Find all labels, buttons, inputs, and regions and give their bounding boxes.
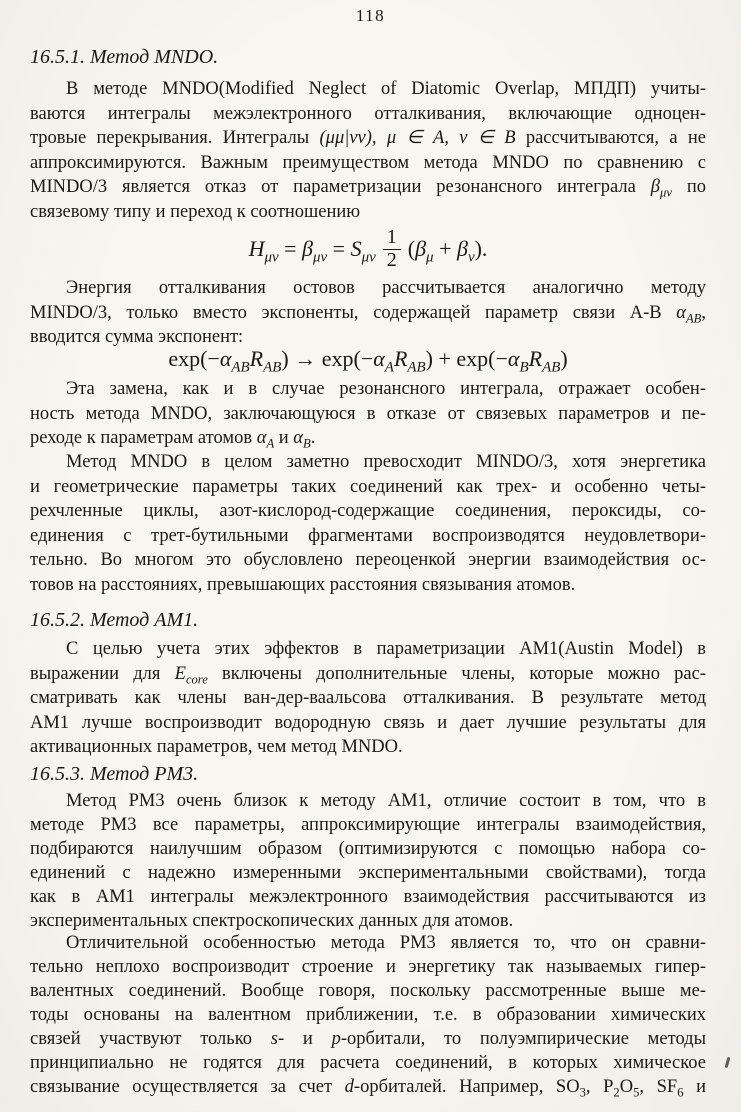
text-line: товов на расстояниях, превышающих расстояния связывания атомов. — [30, 574, 576, 595]
text-line: связей участвуют только s- и p-орбитали, то полуэмпирические методы — [30, 1029, 707, 1049]
fraction-one-half — [383, 227, 401, 271]
paragraph-am1 — [30, 637, 706, 760]
text-line: ваются интегралы межэлектронного отталкивания, включающие одноцен- — [30, 103, 706, 124]
fraction-denominator: 2 — [386, 248, 397, 271]
text-line: тровые перекрывания. Интегралы (μμ|νν), μ ∈ A, ν ∈ B рассчитываются, а не — [30, 128, 707, 148]
paragraph-pm3-features — [30, 931, 706, 1099]
text-line: MINDO/3 является отказ от параметризации резонансного интеграла $\beta_{\mu\nu}$ по — [30, 177, 706, 200]
text-line: единения с трет-бутильными фрагментами воспроизводятся неудовлетвори- — [30, 525, 706, 546]
paragraph-replacement-note — [30, 377, 706, 451]
text-line: Отличительной особенностью метода PM3 является то, что он сравни- — [66, 933, 706, 953]
text-line: MINDO/3, только вместо экспоненты, содержащей параметр связи A-B $\alpha_{AB}$, — [30, 302, 706, 326]
text-line: выражении для $E_{core}$ включены дополнительные члены, которые можно рас- — [30, 663, 707, 687]
paragraph-core-repulsion — [30, 276, 706, 350]
text-line: тельно неплохо воспроизводит строение и энергетику так называемых гипер- — [30, 957, 706, 977]
text-line: тоды основаны на валентном приближении, т.е. в образовании химических — [30, 1005, 706, 1025]
paragraph-pm3-intro — [30, 789, 706, 933]
text-line: ность метода MNDO, заключающуюся в отказе от связевых параметров и пе- — [30, 403, 706, 424]
text-line: тельно. Во многом это обусловлено переоценкой энергии взаимодействия ос- — [30, 550, 706, 570]
section-heading-16-5-2: 16.5.2. Метод AM1. — [30, 609, 199, 631]
text-line: валентных соединений. Вообще говоря, поскольку рассмотренные выше ме- — [30, 981, 706, 1001]
text-line: AM1 лучше воспроизводит водородную связь и дает лучшие результаты для — [30, 712, 706, 733]
text-line: вводится сумма экспонент: — [30, 327, 244, 347]
text-line: методе PM3 все параметры, аппроксимирующие интегралы взаимодействия, — [30, 815, 706, 835]
text-line: реходе к параметрам атомов $\alpha_A$ и $\alpha_B$. — [30, 428, 316, 451]
text-line: Эта замена, как и в случае резонансного интеграла, отражает особен- — [66, 379, 706, 399]
section-heading-16-5-1: 16.5.1. Метод MNDO. — [30, 46, 219, 68]
text-line: как в AM1 интегралы межэлектронного взаимодействия рассчитываются из — [30, 887, 706, 907]
paragraph-mndo-performance — [30, 450, 706, 597]
text-line: Метод MNDO в целом заметно превосходит MINDO/3, хотя энергетика — [66, 452, 706, 472]
text-line: В методе MNDO(Modified Neglect of Diatomic Overlap, МПДП) учиты- — [66, 79, 706, 99]
paragraph-mndo-intro — [30, 77, 706, 224]
text-line: единений с надежно измеренными экспериментальными свойствами), тогда — [30, 863, 706, 883]
text-line: сматривать как члены ван-дер-ваальсова отталкивания. В результате метод — [30, 688, 706, 708]
text-line: и геометрические параметры таких соединений как трех- и особенно четы- — [30, 476, 706, 497]
text-line: аппроксимируются. Важным преимуществом метода MNDO по сравнению с — [30, 152, 706, 173]
formula-left: $H_{\mu\nu} = \beta_{\mu\nu} = S_{\mu\nu}$ — [248, 236, 376, 266]
page-number: 118 — [355, 6, 386, 25]
text-line: связевому типу и переход к соотношению — [30, 201, 361, 222]
formula-exponent-sum — [30, 344, 706, 374]
text-line: связывание осуществляется за счет d-орбиталей. Например, $SO_3$, $P_2O_5$, $SF_6$ и — [30, 1077, 707, 1100]
formula-right: $(\beta_\mu + \beta_\nu)$. — [407, 236, 488, 266]
formula-resonance-integral — [30, 223, 706, 275]
section-heading-16-5-3: 16.5.3. Метод PM3. — [30, 763, 199, 785]
text-line: рехчленные циклы, азот-кислород-содержащие соединения, пероксиды, со- — [30, 501, 706, 521]
text-line: принципиально не годятся для расчета соединений, в которых химическое — [30, 1053, 706, 1073]
text-line: экспериментальных спектроскопических данных для атомов. — [30, 911, 514, 931]
scan-artifact-mark — [725, 1057, 731, 1068]
text-line: подбираются наилучшим образом (оптимизируются с помощью набора со- — [30, 839, 706, 859]
text-line: активационных параметров, чем метод MNDO. — [30, 737, 403, 757]
formula-body: $\exp(-\alpha_{AB}R_{AB}) \to \exp(-\alpha_AR_{AB}) + \exp(-\alpha_BR_{AB})$ — [168, 346, 568, 376]
fraction-numerator: 1 — [383, 227, 401, 250]
text-line: Энергия отталкивания остовов рассчитывается аналогично методу — [66, 278, 706, 298]
text-line: С целью учета этих эффектов в параметризации AM1(Austin Model) в — [66, 639, 706, 659]
text-line: Метод PM3 очень близок к методу AM1, отличие состоит в том, что в — [66, 791, 706, 811]
